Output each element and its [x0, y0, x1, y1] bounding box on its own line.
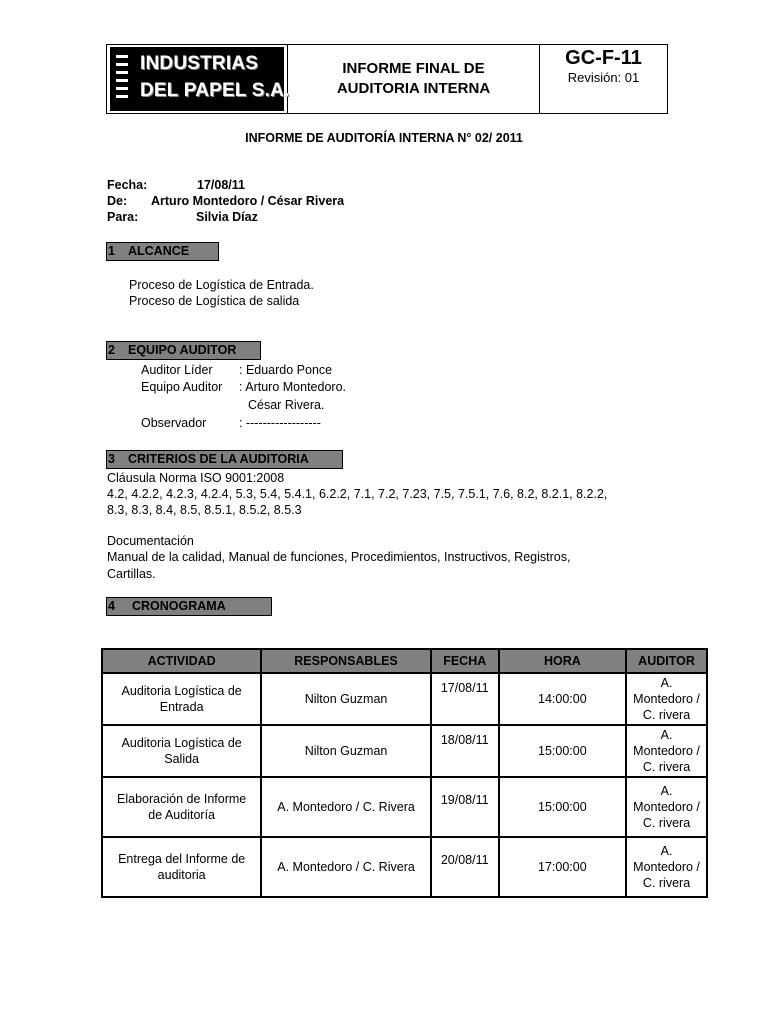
meta-para	[107, 210, 258, 224]
cell-text: Entrega del Informe de	[118, 852, 246, 866]
cell-text: C. rivera	[642, 760, 691, 774]
table-row	[102, 777, 707, 837]
section-alcance-heading	[106, 242, 219, 261]
logo-cell	[107, 45, 288, 113]
logo-text-line2: DEL PAPEL S.A.	[140, 80, 290, 101]
cell-text: A.	[660, 844, 673, 858]
cell-fecha: 17/08/11	[431, 673, 499, 725]
column-header: RESPONSABLES	[261, 649, 430, 673]
equipo-value: : Arturo Montedoro.	[239, 380, 347, 394]
table-row	[102, 725, 707, 777]
section-title: ALCANCE	[128, 244, 190, 258]
equipo-label: Auditor Líder	[141, 363, 213, 377]
cell-text: auditoria	[157, 868, 206, 882]
logo-text-line1: INDUSTRIAS	[140, 53, 259, 74]
cell-text: Salida	[164, 752, 200, 766]
company-logo	[110, 47, 290, 111]
revision: Revisión: 01	[567, 70, 640, 85]
para-label: Para:	[107, 210, 139, 224]
documentacion-line: Manual de la calidad, Manual de funciones, Procedimientos, Instructivos, Registros,	[107, 550, 571, 564]
section-title: EQUIPO AUDITOR	[128, 343, 237, 357]
section-number: 3	[108, 452, 115, 466]
cell-text: C. rivera	[642, 816, 691, 830]
cell-actividad	[102, 673, 261, 725]
meta-fecha	[107, 178, 245, 192]
cell-text: Entrada	[159, 700, 204, 714]
cell-responsables: A. Montedoro / C. Rivera	[261, 837, 430, 897]
document-code: GC-F-11	[565, 47, 642, 69]
title-line1: INFORME FINAL DE	[342, 60, 485, 77]
de-value: Arturo Montedoro / César Rivera	[151, 194, 345, 208]
column-header: HORA	[499, 649, 626, 673]
cell-text: Montedoro /	[633, 860, 700, 874]
cell-fecha: 19/08/11	[431, 777, 499, 837]
equipo-label: Equipo Auditor	[141, 380, 223, 394]
cell-text: Auditoria Logística de	[121, 736, 242, 750]
cell-text: C. rivera	[642, 876, 691, 890]
documentacion-line: Cartillas.	[107, 567, 156, 581]
fecha-label: Fecha:	[107, 178, 148, 192]
column-header: FECHA	[431, 649, 499, 673]
report-number: INFORME DE AUDITORÍA INTERNA N° 02/ 2011	[245, 131, 523, 145]
cell-responsables: A. Montedoro / C. Rivera	[261, 777, 430, 837]
section-title: CRITERIOS DE LA AUDITORIA	[128, 452, 309, 466]
cell-auditor	[626, 725, 707, 777]
cell-auditor	[626, 837, 707, 897]
cell-text: A.	[660, 676, 673, 690]
cell-auditor	[626, 673, 707, 725]
section-number: 1	[108, 244, 115, 258]
meta-de	[107, 194, 344, 208]
document-title	[288, 45, 540, 113]
cell-text: Montedoro /	[633, 692, 700, 706]
cell-text: Montedoro /	[633, 744, 700, 758]
section-title: CRONOGRAMA	[132, 599, 226, 613]
cell-text: de Auditoría	[148, 808, 215, 822]
norma-line: Cláusula Norma ISO 9001:2008	[107, 471, 285, 485]
cell-text: Elaboración de Informe	[117, 792, 247, 806]
clauses-line: 4.2, 4.2.2, 4.2.3, 4.2.4, 5.3, 5.4, 5.4.1, 6.2.2, 7.1, 7.2, 7.23, 7.5, 7.5.1, 7.6, 8.2, 8.2.1, 8.2.2,	[107, 487, 608, 501]
cell-actividad	[102, 725, 261, 777]
cell-hora: 15:00:00	[499, 725, 626, 777]
table-row	[102, 837, 707, 897]
para-value: Silvia Díaz	[196, 210, 258, 224]
equipo-value: : ------------------	[239, 416, 321, 430]
cell-auditor	[626, 777, 707, 837]
cell-responsables: Nilton Guzman	[261, 673, 430, 725]
table-header-row	[102, 649, 707, 673]
equipo-value: César Rivera.	[248, 398, 325, 412]
document-code-cell	[540, 45, 667, 113]
alcance-line: Proceso de Logística de salida	[129, 294, 300, 308]
cell-actividad	[102, 777, 261, 837]
cell-fecha: 20/08/11	[431, 837, 499, 897]
cell-hora: 14:00:00	[499, 673, 626, 725]
section-number: 4	[108, 599, 115, 613]
de-label: De:	[107, 194, 128, 208]
cell-text: A.	[660, 728, 673, 742]
clauses-line: 8.3, 8.3, 8.4, 8.5, 8.5.1, 8.5.2, 8.5.3	[107, 503, 302, 517]
column-header: ACTIVIDAD	[102, 649, 261, 673]
schedule-table	[101, 648, 708, 898]
section-equipo-heading	[106, 341, 261, 360]
alcance-line: Proceso de Logística de Entrada.	[129, 278, 314, 292]
title-line2: AUDITORIA INTERNA	[336, 80, 491, 97]
cell-hora: 15:00:00	[499, 777, 626, 837]
documentacion-title: Documentación	[107, 534, 194, 548]
cell-hora: 17:00:00	[499, 837, 626, 897]
cell-responsables: Nilton Guzman	[261, 725, 430, 777]
cell-text: A.	[660, 784, 673, 798]
fecha-value: 17/08/11	[197, 178, 245, 192]
cell-text: Auditoria Logística de	[121, 684, 242, 698]
section-number: 2	[108, 343, 115, 357]
column-header: AUDITOR	[626, 649, 707, 673]
cell-fecha: 18/08/11	[431, 725, 499, 777]
section-criterios-heading	[106, 450, 343, 469]
cell-text: C. rivera	[642, 708, 691, 722]
cell-text: Montedoro /	[633, 800, 700, 814]
equipo-label: Observador	[141, 416, 207, 430]
table-row	[102, 673, 707, 725]
equipo-value: : Eduardo Ponce	[239, 363, 333, 377]
section-cronograma-heading	[106, 597, 272, 616]
cell-actividad	[102, 837, 261, 897]
document-header	[106, 44, 668, 114]
